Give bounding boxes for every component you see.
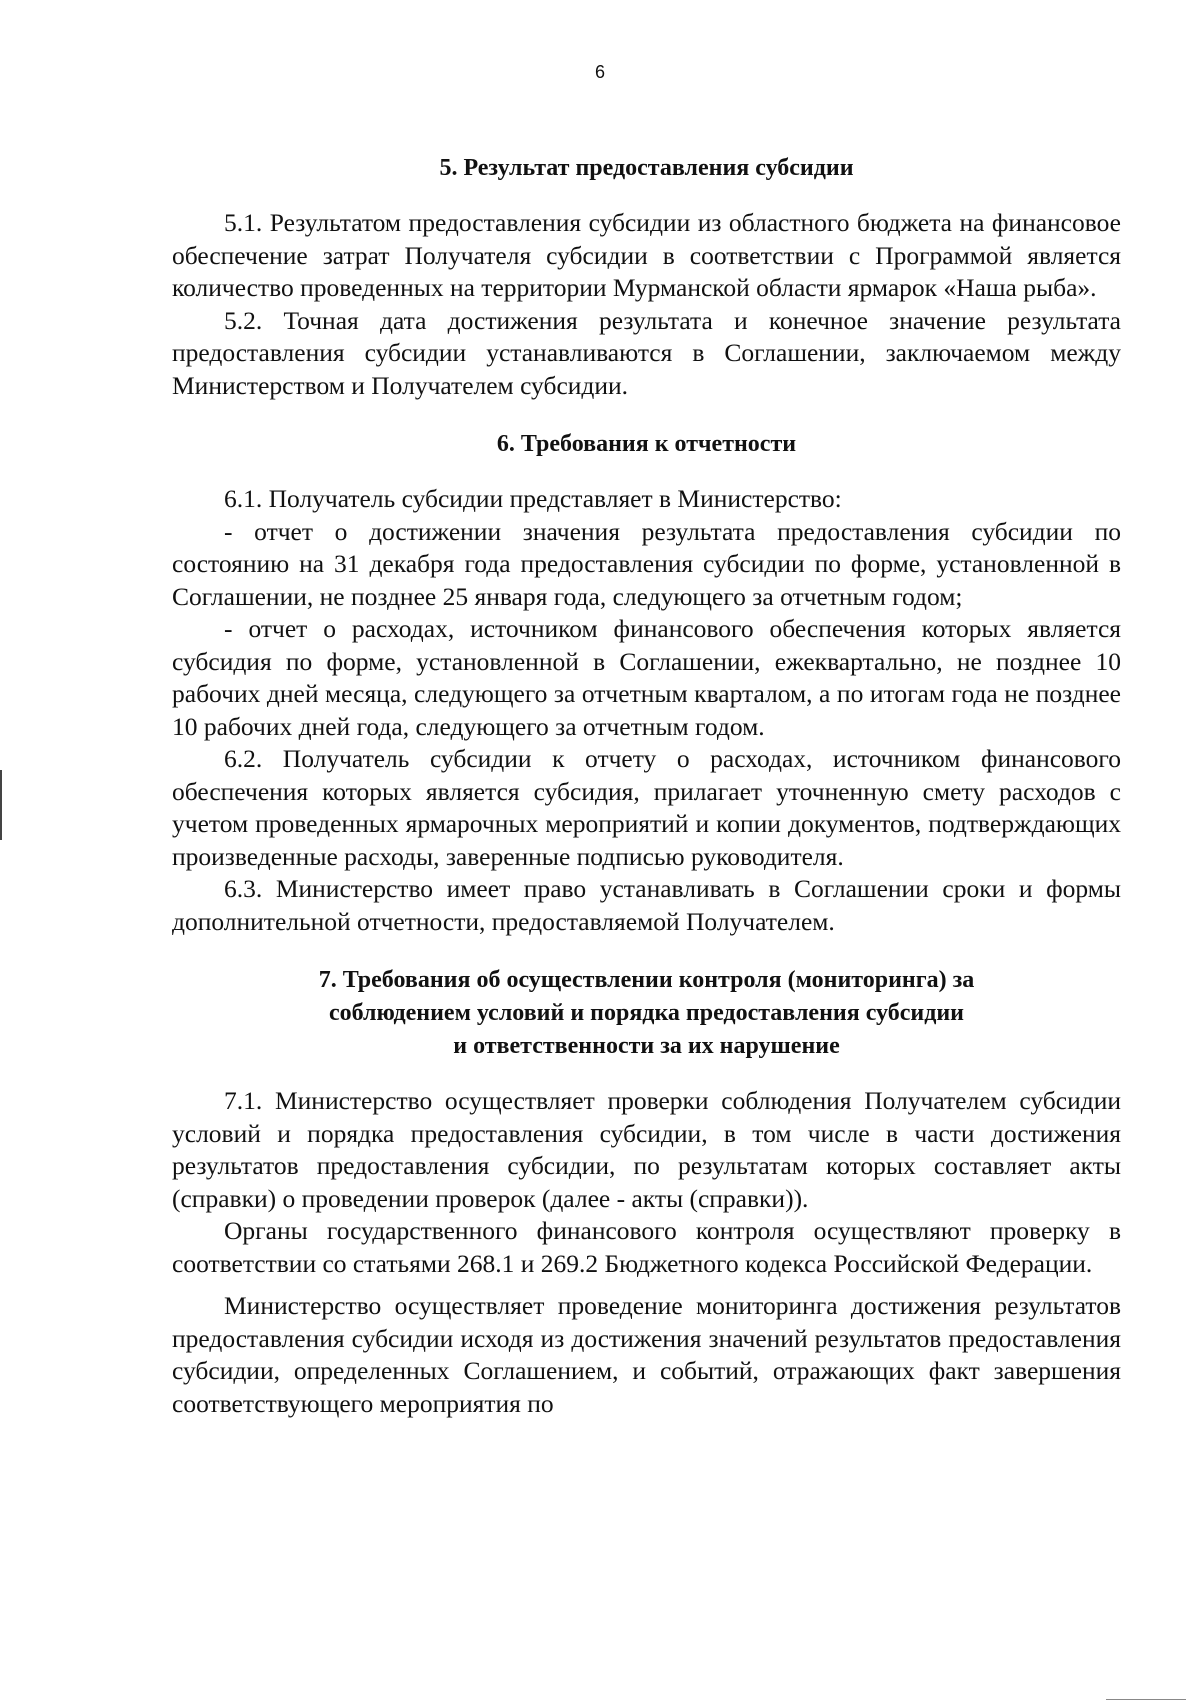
section-5: [172, 152, 1121, 402]
page-number: 6: [594, 62, 605, 82]
scan-artifact-line: [1106, 1699, 1186, 1700]
scan-edge-mark: [0, 770, 2, 840]
paragraph-6-1: 6.1. Получатель субсидии представляет в Министерство:: [224, 484, 842, 513]
paragraph-5-2: 5.2. Точная дата достижения результата и конечное значение результата предоставления субсидии устанавливаются в Соглашении, заключаемом между Министерством и Получателем субсидии.: [172, 305, 1121, 400]
paragraph-6-3: 6.3. Министерство имеет право устанавливать в Соглашении сроки и формы дополнительной отчетности, предоставляемой Получателем.: [172, 874, 1121, 936]
paragraph-6-1-item-2: - отчет о расходах, источником финансового обеспечения которых является субсидия по форме, установленной в Соглашении, ежеквартально, не позднее 10 рабочих дней месяца, следующего за отчетным кварталом, а по итогам года не позднее 10 рабочих дней года, следующего за отчетным годом.: [172, 614, 1121, 741]
paragraph-6-1-item-1: - отчет о достижении значения результата предоставления субсидии по состоянию на 31 декабря года предоставления субсидии по форме, установленной в Соглашении, не позднее 25 января года, следующего за отчетным годом;: [172, 516, 1121, 611]
paragraph-7-1-monitoring: Министерство осуществляет проведение мониторинга достижения результатов предоставления субсидии исходя из достижения значений результатов предоставления субсидии, определенных Соглашением, и событий, отражающих факт завершения соответствующего мероприятия по: [172, 1291, 1121, 1418]
paragraph-6-2: 6.2. Получатель субсидии к отчету о расходах, источником финансового обеспечения которых является субсидия, прилагает уточненную смету расходов с учетом проведенных ярмарочных мероприятий и копии документов, подтверждающих произведенные расходы, заверенные подписью руководителя.: [172, 744, 1121, 871]
section-7-title-line-1: 7. Требования об осуществлении контроля (мониторинга) за: [318, 967, 975, 993]
section-6: [172, 428, 1121, 938]
section-7-title-line-3: и ответственности за их нарушение: [453, 1033, 840, 1059]
document-body: [172, 152, 1121, 1420]
section-7-title: [172, 964, 1121, 1063]
paragraph-7-1: 7.1. Министерство осуществляет проверки соблюдения Получателем субсидии условий и порядка предоставления субсидии, в том числе в части достижения результатов предоставления субсидии, по результатам которых составляет акты (справки) о проведении проверок (далее - акты (справки)).: [172, 1086, 1121, 1213]
paragraph-7-1-control: Органы государственного финансового контроля осуществляют проверку в соответствии со статьями 268.1 и 269.2 Бюджетного кодекса Российской Федерации.: [172, 1216, 1121, 1278]
section-7-title-line-2: соблюдением условий и порядка предоставления субсидии: [328, 1000, 964, 1026]
section-7: [172, 964, 1121, 1420]
paragraph-5-1: 5.1. Результатом предоставления субсидии из областного бюджета на финансовое обеспечение затрат Получателя субсидии в соответствии с Программой является количество проведенных на территории Мурманской области ярмарок «Наша рыба».: [172, 208, 1121, 302]
section-5-title: 5. Результат предоставления субсидии: [439, 155, 854, 181]
section-6-title: 6. Требования к отчетности: [496, 431, 797, 457]
